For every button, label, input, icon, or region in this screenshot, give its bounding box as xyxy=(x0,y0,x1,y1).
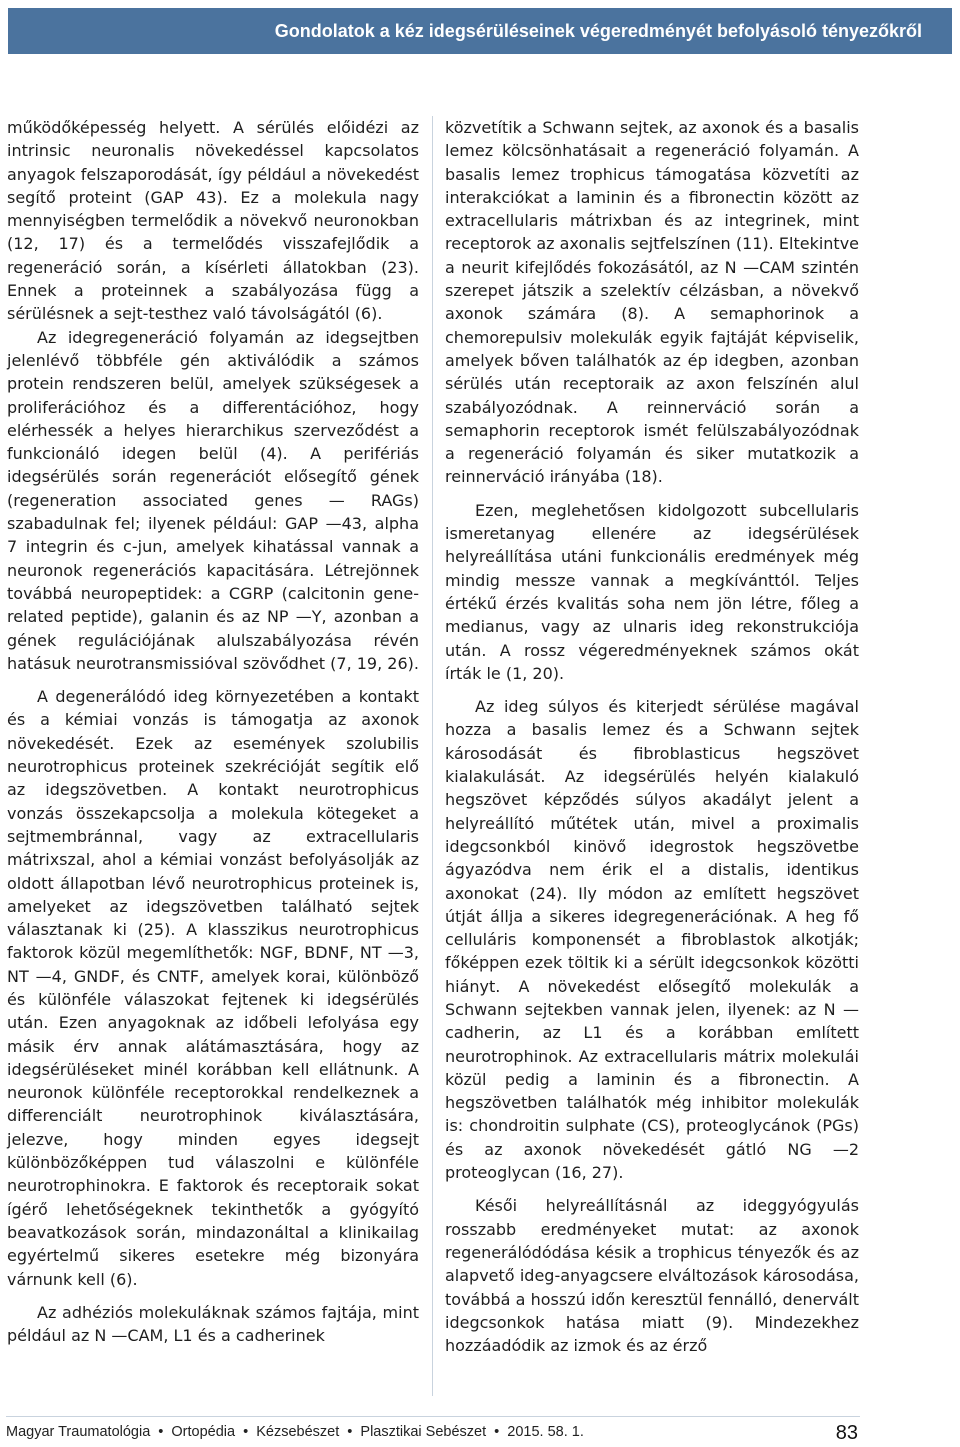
right-paragraph-2: Ezen, meglehetősen kidolgozott subcellularis ismeretanyag ellenére az idegsérülések helyreállítása utáni funkcionális eredmények még mindig messze vannak a megkívánttól. Teljes értékű érzés kvalitás soha nem jön létre, főleg a medianus, vagy az ulnaris ideg rekonstrukciója után. A rossz végeredményeknek számos okát írták le (1, 20). xyxy=(445,500,859,683)
footer-separator: • xyxy=(347,1424,353,1440)
right-paragraph-1: közvetítik a Schwann sejtek, az axonok és a basalis lemez kölcsönhatásait a regeneráció folyamán. A basalis lemez trophicus támogatása közvetíti az interakciókat a laminin és a fibronectin között az extracellularis mátrixban és az integrinek, mint receptorok az axonalis sejtfelszínen (11). Eltekintve a neurit kifejlődés fokozásától, az N —CAM szintén szerepet játszik a szelektív célzásban, a növekvő axonok számára (8). A semaphorinok a chemorepulsiv molekulák egyik fajtáját képviselik, amelyek bőven találhatók az ép idegben, azonban sérülés után receptoraik az axon felszínén alul szabályozódnak. A reinnerváció során a semaphorin receptorok ismét felülszabályozódnak a regeneráció folyamán és siker mutatkozik a reinnerváció irányába (18). xyxy=(445,118,859,487)
page-number: 83 xyxy=(835,1422,858,1444)
left-paragraph-3: A degenerálódó ideg környezetében a kontakt és a kémiai vonzás is támogatja az axonok növekedését. Ezek az események szolubilis neurotrophicus proteinek szekrécióját segítik elő az idegszövetben. A kontakt neurotrophicus vonzás összekapcsolja a molekula kötegeket a sejtmembránnal, vagy az extracellularis mátrixszal, ahol a kémiai vonzást befolyásolják az oldott állapotban lévő neurotrophicus proteinek is, amelyeket az idegszövetben található sejtek választanak ki (25). A klasszikus neurotrophicus faktorok közül megemlíthetők: NGF, BDNF, NT —3, NT —4, GNDF, és CNTF, amelyek korai, különböző és különféle válaszokat fejtenek ki idegsérülés után. Ezen anyagoknak az időbeli lefolyása egy másik érv annak alátámasztására, hogy az idegsérüléseket minél korábban kell ellátnunk. A neuronok különféle receptorokkal rendelkeznek a differenciált neurotrophinok kiválasztására, jelezve, hogy minden egyes idegsejt különbözőképpen tud válaszolni e különféle neurotrophinokra. E faktorok és receptoraik sokat ígérő lehetőségeknek tekinthetők a gyógyító beavatkozások során, mindazonáltal a klinikailag egyértelmű sikeres esetekre még bizonyára várnunk kell (6). xyxy=(7,687,419,1289)
footer-rule xyxy=(6,1416,860,1417)
right-column xyxy=(445,116,859,1357)
footer-separator: • xyxy=(494,1424,500,1440)
footer-journal-3: Kézsebészet xyxy=(256,1424,340,1440)
right-paragraph-4: Késői helyreállításnál az ideggyógyulás rosszabb eredményeket mutat: az axonok regenerálódódása késik a trophicus tényezők és az alapvető ideg-anyagcsere elváltozások károsodása, továbbá a hosszú időn keresztül fennálló, denervált idegcsonkok hatása miatt (9). Mindezekhez hozzáadódik az izmok és az érző xyxy=(445,1196,859,1356)
left-paragraph-1: működőképesség helyett. A sérülés előidézi az intrinsic neuronalis növekedéssel kapcsolatos anyagok felszaporodását, így például a növekedést segítő proteint (GAP 43). Ez a molekula nagy mennyiségben termelődik a növekvő neuronokban (12, 17) és a termelődés visszafejlődik a regeneráció során, a kísérleti állatokban (23). Ennek a proteinnek a szabályozása függ a sérülésnek a sejt-testhez való távolságától (6). xyxy=(7,118,419,324)
footer-journal-2: Ortopédia xyxy=(171,1424,236,1440)
journal-footer xyxy=(6,1424,584,1440)
right-paragraph-3: Az ideg súlyos és kiterjedt sérülése magával hozza a basalis lemez és a Schwann sejtek károsodását és fibroblasticus hegszövet kialakulását. Az idegsérülés helyén kialakuló hegszövet képződés súlyos akadályt jelent a helyreállító műtétek után, mivel a proximalis idegcsonkból kinövő idegrostok hegszövetbe ágyazódva nem érik el a distalis, identikus axonokat (24). Ily módon az említett hegszövet útját állja a sikeres idegregenerációnak. A heg fő celluláris komponensét a fibroblastok alkotják; főképpen ezek töltik ki a sérült idegcsonkok közötti hiányt. A növekedést elősegítő molekulák a Schwann sejtekben vannak jelen, ilyenek: az N —cadherin, az L1 és a korábban említett neurotrophinok. Az extracellularis mátrix molekulái közül pedig a laminin és a fibronectin. A hegszövetben találhatók még inhibitor molekulák is: chondroitin sulphate (CS), proteoglycánok (PGs) és az axonok növekedését gátló NG —2 proteoglycan (16, 27). xyxy=(445,697,859,1183)
footer-journal-4: Plasztikai Sebészet xyxy=(360,1424,487,1440)
footer-journal-1: Magyar Traumatológia xyxy=(6,1424,151,1440)
left-column xyxy=(7,116,419,1347)
column-divider xyxy=(432,116,433,1396)
left-paragraph-2: Az idegregeneráció folyamán az idegsejtben jelenlévő többféle gén aktiválódik a számos protein rendszeren belül, amelyek szükségesek a proliferációhoz és a differentációhoz, hogy elérhessék a helyes hierarchikus szerveződést a funkcionáló idegen belül (4). A perifériás idegsérülés során regenerációt elősegítő gének (regeneration associated genes — RAGs) szabadulnak fel; ilyenek például: GAP —43, alpha 7 integrin és c-jun, amelyek kihatással vannak a neuronok regenerációs kapacitására. Létrejönnek továbbá neuropeptidek: a CGRP (calcitonin gene-related peptide), galanin és az NP —Y, azonban a gének regulációjának alulszabályozása révén hatásuk neurotransmissióval szövődhet (7, 19, 26). xyxy=(7,327,419,673)
footer-separator: • xyxy=(158,1424,164,1440)
left-paragraph-4: Az adhéziós molekuláknak számos fajtája, mint például az N —CAM, L1 és a cadherinek xyxy=(7,1302,419,1346)
running-header-title: Gondolatok a kéz idegsérüléseinek végeredményét befolyásoló tényezőkről xyxy=(274,20,922,41)
running-header xyxy=(8,8,952,54)
footer-issue: 2015. 58. 1. xyxy=(507,1424,584,1440)
footer-separator: • xyxy=(243,1424,249,1440)
